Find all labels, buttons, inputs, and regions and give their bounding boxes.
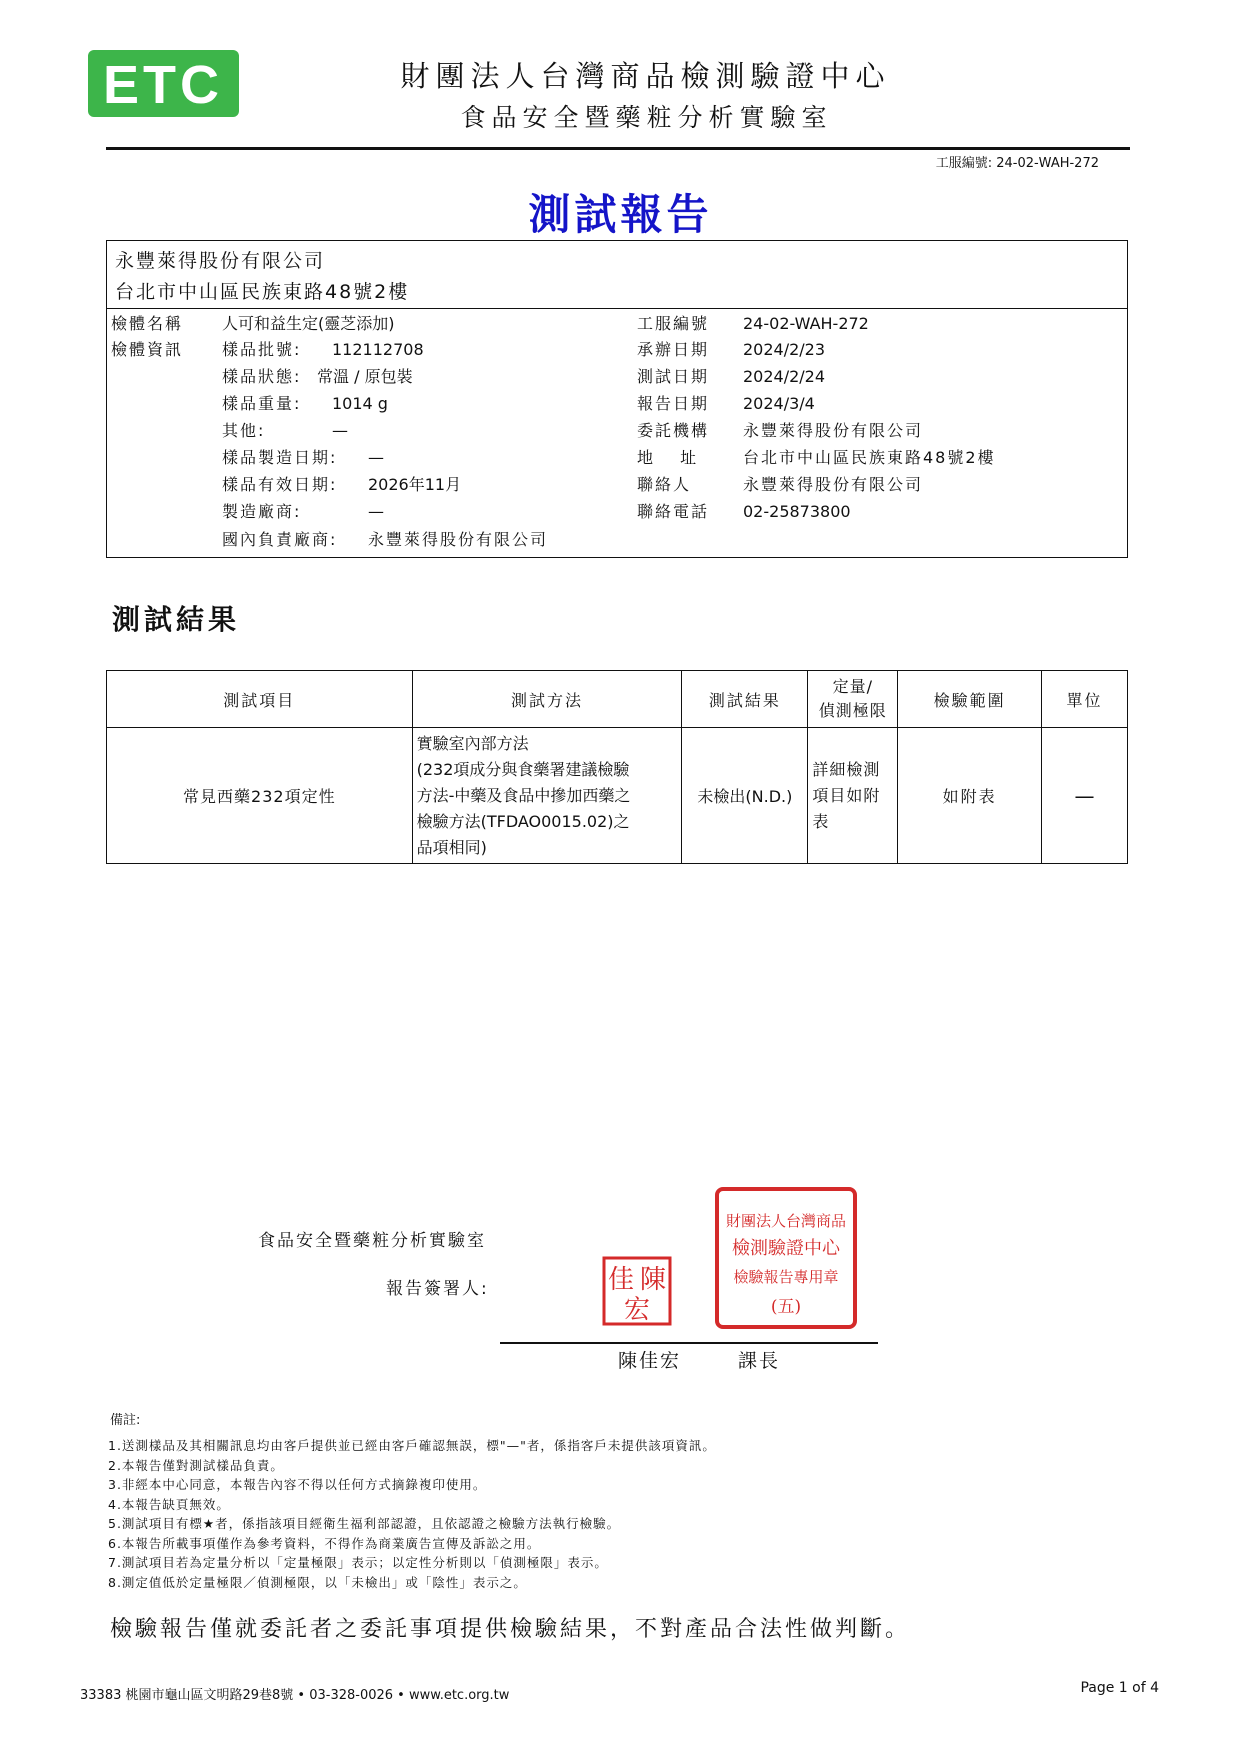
limit-line: 表 xyxy=(812,811,830,831)
info-value: 台北市中山區民族東路48號2樓 xyxy=(743,448,996,467)
seal-char: 陳 xyxy=(639,1265,667,1295)
note-item: 6.本報告所載事項僅作為參考資料，不得作為商業廣告宣傳及訴訟之用。 xyxy=(108,1535,541,1551)
info-left-row xyxy=(222,391,388,417)
signer-title: 課長 xyxy=(738,1350,781,1372)
info-sublabel: 樣品有效日期: xyxy=(222,475,338,494)
info-right-row xyxy=(637,364,826,390)
info-value: 112112708 xyxy=(332,340,424,359)
info-label: 檢體名稱 xyxy=(111,314,184,333)
info-left-row xyxy=(222,527,549,553)
page-number: Page 1 of 4 xyxy=(1080,1680,1159,1696)
method-line: 實驗室內部方法 xyxy=(416,733,529,753)
info-right-row xyxy=(637,418,924,444)
info-left-row xyxy=(111,311,395,337)
info-sublabel: 其他: xyxy=(222,421,266,440)
seal-line: 財團法人台灣商品 xyxy=(725,1212,847,1230)
note-item: 7.測試項目若為定量分析以「定量極限」表示；以定性分析則以「偵測極限」表示。 xyxy=(108,1555,608,1570)
info-sublabel: 樣品批號: xyxy=(222,340,302,359)
note-item: 4.本報告缺頁無效。 xyxy=(108,1496,230,1512)
test-unit: — xyxy=(1042,728,1128,864)
info-label: 聯絡電話 xyxy=(637,502,710,521)
notes-heading: 備註: xyxy=(110,1413,141,1428)
seal-char: 佳 xyxy=(607,1265,635,1295)
info-sublabel: 國內負責廠商: xyxy=(222,530,338,549)
info-value: 2024/2/24 xyxy=(743,367,826,386)
test-item: 常見西藥232項定性 xyxy=(107,728,413,864)
table-row xyxy=(107,728,1128,864)
col-header: 定量/ 偵測極限 xyxy=(808,671,898,728)
info-value: 2024/2/23 xyxy=(743,340,826,359)
note-item: 8.測定值低於定量極限／偵測極限，以「未檢出」或「陰性」表示之。 xyxy=(108,1574,527,1590)
method-line: 品項相同) xyxy=(416,837,487,857)
detection-limit xyxy=(808,728,898,864)
info-right-row xyxy=(637,311,869,337)
info-label: 檢體資訊 xyxy=(111,340,184,359)
col-header: 單位 xyxy=(1042,671,1128,728)
info-sublabel: 樣品重量: xyxy=(222,394,302,413)
note-item: 2.本報告僅對測試樣品負責。 xyxy=(108,1457,284,1473)
info-value: 人可和益生定(靈芝添加) xyxy=(222,314,395,333)
limit-line: 詳細檢測 xyxy=(812,759,881,779)
info-label: 地 址 xyxy=(637,448,699,467)
info-value: 永豐萊得股份有限公司 xyxy=(743,421,924,440)
info-left-row xyxy=(222,364,413,390)
results-header-row xyxy=(107,671,1128,728)
info-right-row xyxy=(637,445,996,471)
job-number-label: 工服編號: xyxy=(935,156,993,171)
info-value: 永豐萊得股份有限公司 xyxy=(368,530,549,549)
results-section-title: 測試結果 xyxy=(112,603,241,636)
disclaimer: 檢驗報告僅就委託者之委託事項提供檢驗結果，不對產品合法性做判斷。 xyxy=(110,1617,911,1642)
info-right-row xyxy=(637,337,826,363)
info-sublabel: 製造廠商: xyxy=(222,502,302,521)
info-label: 委託機構 xyxy=(637,421,710,440)
client-address: 台北市中山區民族東路48號2樓 xyxy=(115,281,410,303)
notes-list xyxy=(108,1436,716,1592)
info-sublabel: 樣品製造日期: xyxy=(222,448,338,467)
method-line: 方法-中藥及食品中摻加西藥之 xyxy=(416,785,631,805)
info-label: 工服編號 xyxy=(637,314,710,333)
seal-line: 檢驗報告專用章 xyxy=(733,1268,839,1286)
info-value: 2024/3/4 xyxy=(743,394,815,413)
client-company: 永豐萊得股份有限公司 xyxy=(115,250,326,272)
header-divider xyxy=(106,147,1130,150)
col-header: 測試項目 xyxy=(107,671,413,728)
official-seal xyxy=(714,1186,858,1334)
info-value: — xyxy=(332,421,348,440)
info-sublabel: 樣品狀態: xyxy=(222,367,302,386)
info-value: 常溫 / 原包裝 xyxy=(317,367,413,386)
info-label: 聯絡人 xyxy=(637,475,692,494)
client-box xyxy=(106,240,1128,309)
logo-text: ETC xyxy=(103,55,223,115)
test-scope: 如附表 xyxy=(898,728,1042,864)
job-number-value: 24-02-WAH-272 xyxy=(996,156,1099,171)
info-value: 02-25873800 xyxy=(743,502,851,521)
org-name: 財團法人台灣商品檢測驗證中心 xyxy=(400,59,891,93)
method-line: (232項成分與食藥署建議檢驗 xyxy=(416,759,630,779)
personal-seal xyxy=(602,1256,672,1330)
info-value: — xyxy=(368,502,384,521)
info-right-row xyxy=(637,472,924,498)
signature-lab-name: 食品安全暨藥粧分析實驗室 xyxy=(258,1231,486,1251)
results-table xyxy=(106,670,1128,864)
note-item: 3.非經本中心同意，本報告內容不得以任何方式摘錄複印使用。 xyxy=(108,1477,487,1492)
signer-label: 報告簽署人: xyxy=(386,1279,489,1299)
info-label: 測試日期 xyxy=(637,367,710,386)
info-left-row xyxy=(222,445,384,471)
limit-line: 項目如附 xyxy=(812,785,881,805)
info-value: — xyxy=(368,448,384,467)
info-label: 報告日期 xyxy=(637,394,710,413)
seal-line: 檢測驗證中心 xyxy=(732,1238,840,1259)
info-value: 2026年11月 xyxy=(368,475,462,494)
info-left-row xyxy=(222,499,384,525)
job-number xyxy=(936,152,1099,171)
signature-line xyxy=(500,1342,878,1344)
info-value: 永豐萊得股份有限公司 xyxy=(743,475,924,494)
info-right-row xyxy=(637,391,815,417)
seal-char: 宏 xyxy=(623,1295,651,1325)
test-result: 未檢出(N.D.) xyxy=(682,728,808,864)
method-line: 檢驗方法(TFDAO0015.02)之 xyxy=(416,811,630,831)
note-item: 5.測試項目有標★者，係指該項目經衛生福利部認證，且依認證之檢驗方法執行檢驗。 xyxy=(108,1516,621,1531)
note-item: 1.送測樣品及其相關訊息均由客戶提供並已經由客戶確認無誤，標"—"者，係指客戶未提供該項資訊。 xyxy=(108,1438,716,1453)
test-method xyxy=(412,728,682,864)
col-header: 測試方法 xyxy=(412,671,682,728)
col-header: 檢驗範圍 xyxy=(898,671,1042,728)
footer-address: 33383 桃園市龜山區文明路29巷8號 • 03-328-0026 • www.etc.org.tw xyxy=(80,1688,510,1703)
info-left-row xyxy=(222,418,348,444)
sample-info-box xyxy=(106,309,1128,558)
info-value: 24-02-WAH-272 xyxy=(743,314,869,333)
col-header: 測試結果 xyxy=(682,671,808,728)
info-left-row xyxy=(111,337,424,363)
info-label: 承辦日期 xyxy=(637,340,710,359)
info-value: 1014 g xyxy=(332,394,388,413)
info-right-row xyxy=(637,499,851,525)
signer-name: 陳佳宏 xyxy=(618,1350,682,1372)
info-left-row xyxy=(222,472,462,498)
seal-line: (五) xyxy=(770,1297,802,1317)
report-title: 測試報告 xyxy=(528,190,713,239)
lab-name: 食品安全暨藥粧分析實驗室 xyxy=(460,103,833,132)
